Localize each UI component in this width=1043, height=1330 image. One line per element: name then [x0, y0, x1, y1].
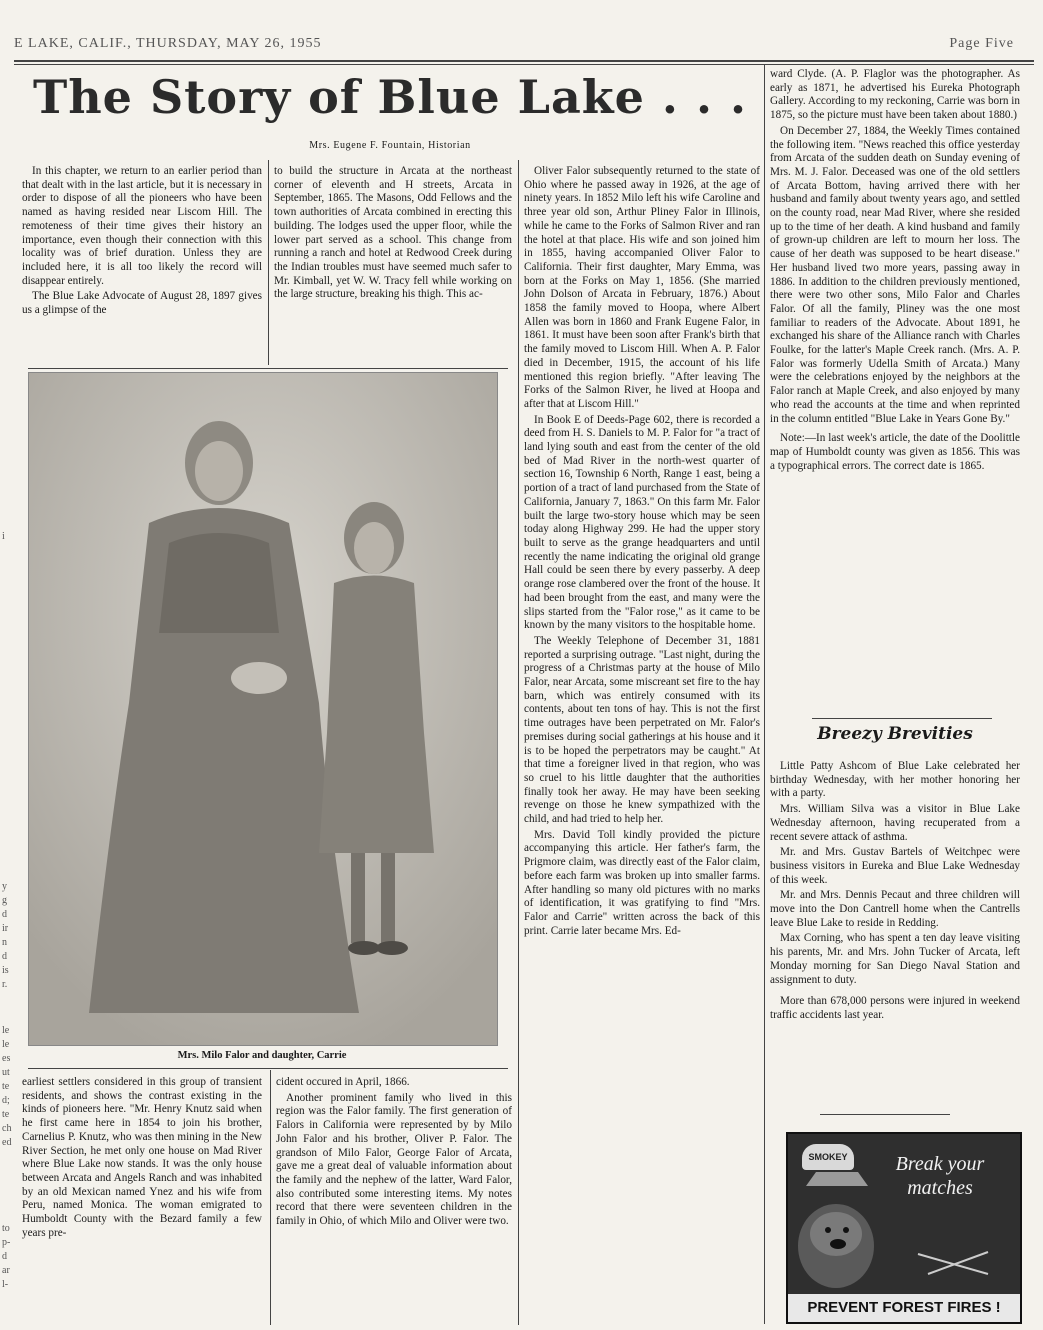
left-margin-fragments [2, 880, 14, 992]
article-column-2-bottom [276, 1076, 512, 1324]
paragraph: The Weekly Telephone of December 31, 1881 reported a surprising outrage. "Last night, during the progress of a Christmas party at the house of Milo Falor, near Arcata, some miscreant set fire to the hay barn, which was entirely consumed with its contents, about ten tons of hay. This is not the first time outrages have been perpetrated on Mr. Falor's premises during social gatherings at his house and it is to be hoped the perpetrators may be caught." At that time a foreigner lived in that region, who was so cruel to his little daughter that the authorities finally took her away. He may have been seeking revenge on those he knew sympathized with the child, and had tried to help her. [524, 634, 760, 826]
left-margin-fragments [2, 1024, 14, 1150]
section-rule [28, 1068, 508, 1069]
ad-tagline: Break your matches [895, 1153, 985, 1199]
photo-caption: Mrs. Milo Falor and daughter, Carrie [177, 1050, 347, 1061]
margin-fragment: r. [2, 979, 8, 990]
article-column-2-top [274, 165, 512, 365]
article-title: The Story of Blue Lake . . . [32, 70, 748, 124]
paragraph: Oliver Falor subsequently returned to the state of Ohio where he passed away in 1926, at the age of ninety years. In 1852 Milo left his wife Caroline and three year old son, Arthur Pliney Falor in Illinois, while he came to the Forks of Salmon River and ran the hotel at that place. His wife and son joined him in 1855, having accompanied Oliver Falor to California. Their first daughter, Mary Emma, was born at the Forks on May 1, 1856. (She married John Dolson of Arcata in February, 1876.) About 1858 the family moved to Hoopa, where Albert Allen was born in 1860 and Frank Eugene Falor, in 1861. It must have been soon after Frank's birth that the family moved to Liscom Hill. When A. P. Falor died in December, 1915, the account of his life mentioned this region briefly. "After leaving The Forks of the Salmon River, he lived at Hoopa and after that at Liscom Hill." [524, 165, 760, 410]
smokey-ad [786, 1132, 1022, 1324]
masthead-rule [14, 60, 1034, 62]
paragraph: In this chapter, we return to an earlier period than that dealt with in the last article, but it is necessary in order to dispose of all the pioneers who have been named as having resided near Liscom Hill. The remoteness of their time gives their history an importance, even though their connection with this locality was of brief duration. Unless they are included here, it is all too likely the record will disappear entirely. [22, 165, 262, 287]
margin-fragment: le [2, 1039, 10, 1050]
brevity-item: More than 678,000 persons were injured in weekend traffic accidents last year. [770, 995, 1020, 1021]
masthead [14, 36, 1014, 56]
brevity-item: Little Patty Ashcom of Blue Lake celebrated her birthday Wednesday, with her mother honoring her with a party. [770, 760, 1020, 800]
margin-fragment: n [2, 937, 7, 948]
section-rule [820, 1114, 950, 1115]
margin-fragment: is [2, 965, 9, 976]
section-rule [812, 718, 992, 719]
column-rule [270, 1070, 271, 1325]
brevity-item: Mrs. William Silva was a visitor in Blue Lake Wednesday afternoon, having recuperated from a recent severe attack of asthma. [770, 803, 1020, 843]
margin-fragment: i [2, 531, 5, 542]
paragraph: to build the structure in Arcata at the northeast corner of eleventh and H streets, Arcata in September, 1865. The Masons, Odd Fellows and the town authorities of Arcata combined in erecting this building. The lodges used the upper floor, while the lower part served as a school. This change from running a ranch and hotel at Redwood Creek during the Indian troubles must have seemed much safer to Mr. Kimball, yet W. W. Tracy fell while working on the large structure, breaking his thigh. This ac- [274, 165, 512, 301]
margin-fragment: d [2, 1251, 7, 1262]
historic-photo [28, 372, 498, 1046]
margin-fragment: to [2, 1223, 10, 1234]
masthead-dateline: E LAKE, CALIF., THURSDAY, MAY 26, 1955 [14, 36, 322, 51]
left-margin-fragments [2, 1222, 14, 1292]
brevity-item: Mr. and Mrs. Gustav Bartels of Weitchpec were business visitors in Eureka and Blue Lake Wednesday of this week. [770, 846, 1020, 886]
margin-fragment: ut [2, 1067, 10, 1078]
paragraph: The Blue Lake Advocate of August 28, 1897 gives us a glimpse of the [22, 290, 262, 317]
paragraph: Another prominent family who lived in this region was the Falor family. The first generation of Falors in California were represented by by Milo John Falor and his brother, Oliver P. Falor. The grandson of Milo Falor, George Falor of Arcata, gave me a great deal of valuable information about the family and the nephew of the latter, Ward Falor, also contributed some interesting items. My notes record that there were seventeen children in the family in Ohio, of which Milo and Oliver were two. [276, 1091, 512, 1228]
margin-fragment: ed [2, 1137, 12, 1148]
brevities-column [770, 760, 1020, 1125]
column-rule [764, 64, 765, 1324]
margin-fragment: ir [2, 923, 9, 934]
brevity-item: Max Corning, who has spent a ten day leave visiting his parents, Mr. and Mrs. John Tucker of Arcata, left Monday morning for San Diego Naval Station and assignment to duty. [770, 932, 1020, 986]
margin-fragment: te [2, 1081, 10, 1092]
brevities-heading: Breezy Brevities [817, 724, 973, 744]
paragraph: ward Clyde. (A. P. Flaglor was the photographer. As early as 1871, he advertised his Eureka Photograph Gallery. According to my reckoning, Carrie was born in 1875, so the picture must have been taken about 1880.) [770, 68, 1020, 122]
column-rule [518, 160, 519, 1325]
margin-fragment: d [2, 951, 7, 962]
margin-fragment: ar [2, 1265, 10, 1276]
article-column-3 [524, 165, 760, 1325]
ad-footer: PREVENT FOREST FIRES ! [788, 1294, 1020, 1322]
margin-fragment: d [2, 909, 7, 920]
paragraph: cident occured in April, 1866. [276, 1076, 410, 1088]
page-number: Page Five [949, 36, 1014, 51]
article-column-4 [770, 68, 1020, 718]
smokey-badge: SMOKEY [802, 1144, 854, 1170]
left-margin-fragments [2, 530, 14, 544]
margin-fragment: d; [2, 1095, 10, 1106]
article-column-1-top [22, 165, 262, 365]
paragraph: earliest settlers considered in this group of transient residents, and shows the contrast existing in the kinds of pioneers here. "Mr. Henry Knutz said when he first came here in 1854 to join his brother, Carnelius P. Knutz, who was then mining in the New River Section, he met only one house on Mad River where Blue Lake now stands. It was the only house between Arcata and Angels Ranch and was inhabited by an old Mexican named Ynez and his wife from Peru, named Monica. The woman emigrated to Humboldt County with the Bezard family a few years pre- [22, 1076, 262, 1239]
photo-illustration [29, 373, 497, 1045]
paragraph: Note:—In last week's article, the date of the Doolittle map of Humboldt county was given as 1856. This was a typographical errors. The correct date is 1865. [770, 432, 1020, 472]
margin-fragment: l- [2, 1279, 9, 1290]
section-rule [28, 368, 508, 369]
margin-fragment: es [2, 1053, 11, 1064]
paragraph: Mrs. David Toll kindly provided the picture accompanying this article. Her father's farm, the Prigmore claim, was directly east of the Falor claim, before each farm was broken up into smaller farms. After handling so many old pictures with no marks of identification, it was gratifying to find "Mrs. Falor and Carrie" written across the back of this print. Carrie later became Mrs. Ed- [524, 828, 760, 937]
column-rule [268, 160, 269, 365]
masthead-rule-thin [14, 64, 1034, 65]
margin-fragment: te [2, 1109, 10, 1120]
margin-fragment: p- [2, 1237, 11, 1248]
margin-fragment: g [2, 895, 7, 906]
margin-fragment: le [2, 1025, 10, 1036]
margin-fragment: y [2, 881, 7, 892]
article-column-1-bottom [22, 1076, 262, 1324]
margin-fragment: ch [2, 1123, 12, 1134]
paragraph: On December 27, 1884, the Weekly Times contained the following item. "News reached this office yesterday from Arcata of the sudden death on Sunday evening of Mrs. M. J. Falor. Deceased was one of the old settlers of Arcata Bottom, having arrived there with her husband and family about twenty years ago, and settled on the county road, near Mad River, where she resided up to the time of her death. A kind husband and family of grown-up children are left to mourn her loss. The cause of her death was supposed to be heart disease." Her husband lived two more years, passing away in 1886. In addition to the children previously mentioned, there were two other sons, Milo Falor and Charles Falor. Of all the family, Pliney was the one most familiar to readers of the Advocate. About 1891, he exchanged his share of the Alliance ranch with Charles Foulke, for the latter's Maple Creek ranch. (Mrs. A. P. Falor was formerly Udella Smith of Arcata.) Many were the celebrations enjoyed by the neighbors at the Falor ranch at Maple Creek, and also enjoyed by many who read the accounts at the time and when reprinted in the column entitled "Blue Lake in Years Gone By." [770, 124, 1020, 425]
paragraph: In Book E of Deeds-Page 602, there is recorded a deed from H. S. Daniels to M. P. Falor for "a tract of land lying south and east from the center of the old bed of Mad River in the north-west quarter of section 16, Township 6 North, Range 1 east, being a portion of a tract of land purchased from the State of California, January 7, 1863." On this farm Mr. Falor built the large two-story house which may be seen today along Highway 299. He had the upper story built to serve as the grange headquarters and until recently the name indicating the original old grange Hall could be seen there by every passerby. A deep orange rose clambered over the front of the house. It had been brought from the east, and many were the slips started from the "Falor rose," as it came to be known by the many visitors to the hospitable home. [524, 413, 760, 632]
article-byline: Mrs. Eugene F. Fountain, Historian [309, 140, 471, 151]
brevity-item: Mr. and Mrs. Dennis Pecaut and three children will move into the Don Cantrell home when the Cantrells leave Blue Lake to reside in Redding. [770, 889, 1020, 929]
